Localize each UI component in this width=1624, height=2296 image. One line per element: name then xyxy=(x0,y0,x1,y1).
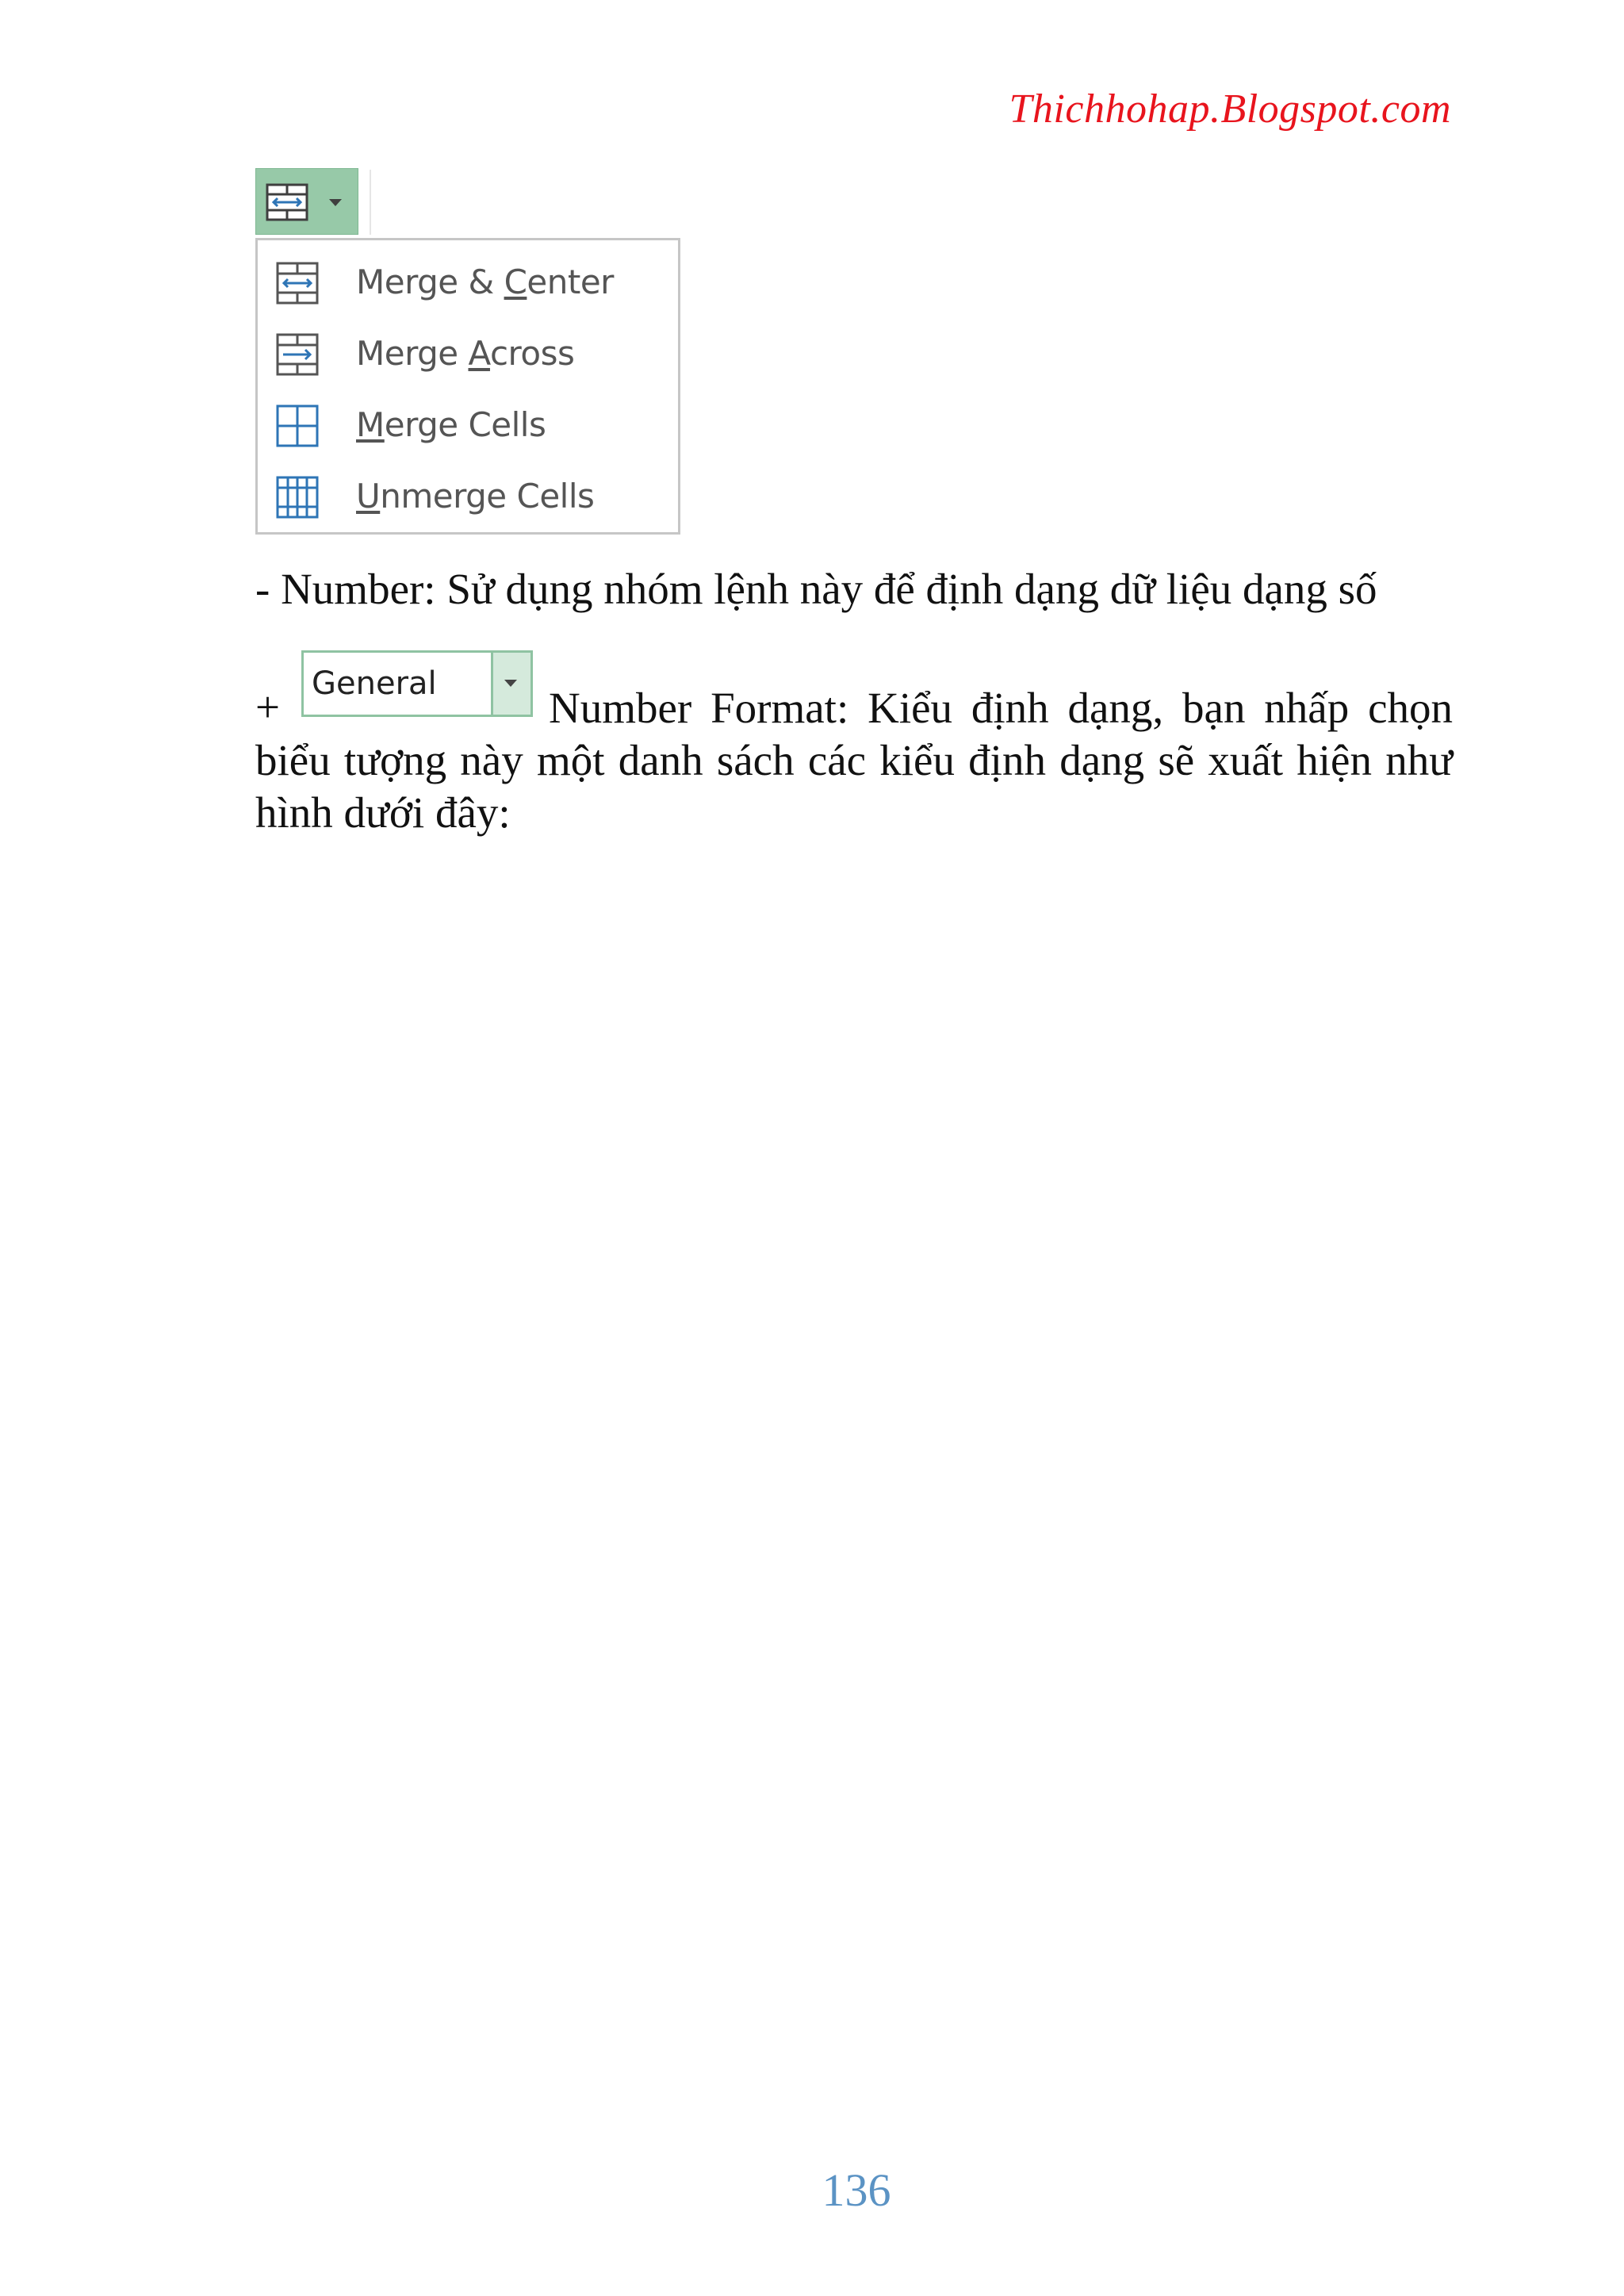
merge-split-button[interactable] xyxy=(255,168,358,235)
menu-item-label: Merge & Center xyxy=(356,263,614,301)
menu-item-merge-across[interactable] xyxy=(258,318,678,389)
merge-across-icon xyxy=(275,332,320,377)
menu-item-label: Unmerge Cells xyxy=(356,477,595,516)
merge-dropdown-menu xyxy=(255,238,680,535)
number-format-description xyxy=(255,682,1453,839)
menu-item-unmerge-cells[interactable] xyxy=(258,461,678,532)
site-link[interactable]: Thichhohap.Blogspot.com xyxy=(1009,86,1451,132)
merge-center-icon xyxy=(275,261,320,305)
number-format-text: Number Format: Kiểu định dạng, bạn nhấp chọn biểu tượng này một danh sách các kiểu định dạng sẽ xuất hiện như hình dưới đây: xyxy=(255,684,1453,837)
bullet-plus: + xyxy=(255,683,281,731)
merge-center-icon xyxy=(266,183,308,221)
number-description: - Number: Sử dụng nhóm lệnh này để định dạng dữ liệu dạng số xyxy=(255,565,1377,613)
chevron-down-icon xyxy=(327,197,343,207)
page-number: 136 xyxy=(822,2164,891,2216)
menu-item-label: Merge Cells xyxy=(356,405,546,444)
menu-item-merge-cells[interactable] xyxy=(258,389,678,461)
ribbon-separator xyxy=(370,170,371,235)
combo-value: General xyxy=(312,665,437,702)
menu-item-merge-center[interactable] xyxy=(258,247,678,318)
merge-cells-icon xyxy=(275,404,320,448)
unmerge-cells-icon xyxy=(275,475,320,519)
menu-item-label: Merge Across xyxy=(356,334,575,373)
